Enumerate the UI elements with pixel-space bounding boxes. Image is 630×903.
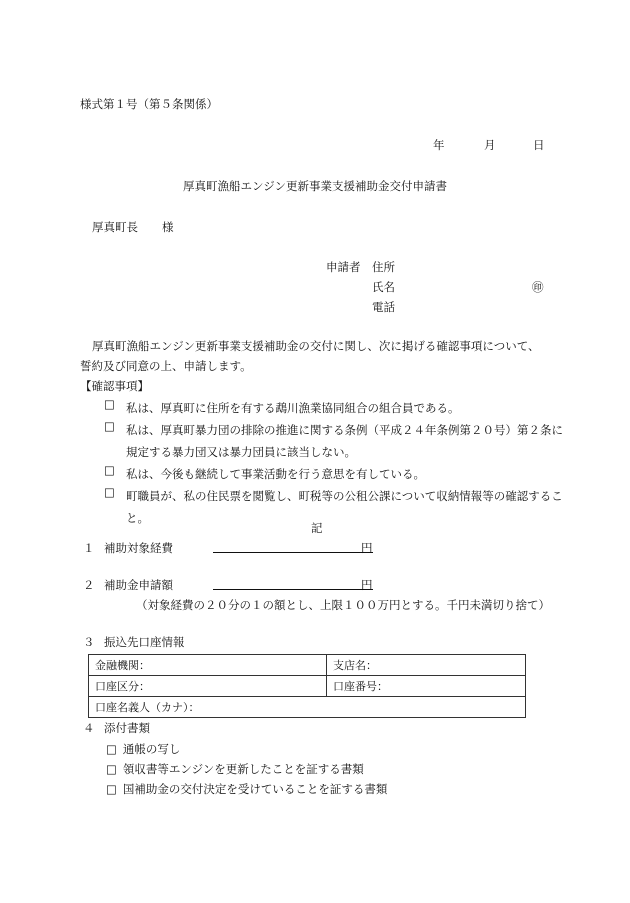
list-item bbox=[106, 781, 387, 797]
section-1-number: １ bbox=[83, 541, 95, 555]
page-title: 厚真町漁船エンジン更新事業支援補助金交付申請書 bbox=[183, 179, 447, 193]
applicant-name-label: 氏名 bbox=[372, 280, 395, 294]
branch-name-cell[interactable]: 支店名： bbox=[327, 655, 526, 676]
document-item-text: 国補助金の交付決定を受けていることを証する書類 bbox=[122, 782, 388, 796]
section-2-note: （対象経費の２０分の１の額とし、上限１００万円とする。千円未満切り捨て） bbox=[136, 598, 550, 612]
checkbox-icon[interactable]: □ bbox=[106, 742, 117, 756]
confirm-item-text: 私は、厚真町に住所を有する鵡川漁業協同組合の組合員である。 bbox=[126, 401, 460, 415]
checkbox-icon[interactable]: □ bbox=[104, 397, 115, 411]
section-2-number: ２ bbox=[83, 578, 95, 592]
seal-mark: ㊞ bbox=[532, 280, 544, 294]
account-table bbox=[88, 654, 526, 718]
checkbox-icon[interactable]: □ bbox=[106, 782, 117, 796]
intro-line-1: 厚真町漁船エンジン更新事業支援補助金の交付に関し、次に掲げる確認事項について、 bbox=[92, 339, 540, 353]
addressee bbox=[92, 219, 174, 235]
account-number-cell[interactable]: 口座番号： bbox=[327, 676, 526, 697]
confirm-heading: 【確認事項】 bbox=[80, 379, 149, 393]
list-item bbox=[106, 761, 364, 777]
section-4-number: ４ bbox=[83, 721, 95, 735]
applicant-address-label: 住所 bbox=[372, 260, 395, 274]
list-item bbox=[106, 741, 180, 757]
section-1-label: 補助対象経費 bbox=[104, 541, 173, 555]
account-type-cell[interactable]: 口座区分： bbox=[89, 676, 327, 697]
account-holder-cell[interactable]: 口座名義人（カナ）： bbox=[89, 697, 526, 718]
applicant-label: 申請者 bbox=[326, 260, 361, 274]
table-row bbox=[89, 676, 526, 697]
applicant-phone-label: 電話 bbox=[372, 300, 395, 314]
table-row bbox=[89, 697, 526, 718]
addressee-name: 厚真町長 bbox=[92, 220, 138, 234]
subsidy-amount-field[interactable] bbox=[213, 589, 373, 590]
intro-line-2: 誓約及び同意の上、申請します。 bbox=[80, 359, 252, 373]
confirm-item-text: 町職員が、私の住民票を閲覧し、町税等の公租公課について収納情報等の確認すること。 bbox=[126, 489, 563, 525]
checkbox-icon[interactable]: □ bbox=[106, 762, 117, 776]
checkbox-icon[interactable]: □ bbox=[104, 463, 115, 477]
bank-name-cell[interactable]: 金融機関： bbox=[89, 655, 327, 676]
form-number: 様式第１号（第５条関係） bbox=[80, 97, 218, 111]
section-2-label: 補助金申請額 bbox=[104, 578, 173, 592]
document-item-text: 領収書等エンジンを更新したことを証する書類 bbox=[122, 762, 364, 776]
section-4-label: 添付書類 bbox=[104, 721, 150, 735]
expense-amount-field[interactable] bbox=[213, 552, 373, 553]
section-3-label: 振込先口座情報 bbox=[104, 635, 185, 649]
ki-heading: 記 bbox=[311, 521, 323, 535]
date-year: 年 bbox=[433, 138, 445, 152]
date-month: 月 bbox=[484, 138, 496, 152]
checkbox-icon[interactable]: □ bbox=[104, 419, 115, 433]
section-1-unit: 円 bbox=[361, 541, 373, 555]
section-3-number: ３ bbox=[83, 635, 95, 649]
confirm-item-text: 私は、今後も継続して事業活動を行う意思を有している。 bbox=[126, 467, 425, 481]
document-item-text: 通帳の写し bbox=[122, 742, 181, 756]
section-2-unit: 円 bbox=[361, 578, 373, 592]
addressee-honorific: 様 bbox=[162, 220, 174, 234]
table-row bbox=[89, 655, 526, 676]
date-day: 日 bbox=[533, 138, 545, 152]
checkbox-icon[interactable]: □ bbox=[104, 485, 115, 499]
confirm-item-text: 私は、厚真町暴力団の排除の推進に関する条例（平成２４年条例第２０号）第２条に規定する暴力団又は暴力団員に該当しない。 bbox=[126, 423, 563, 459]
